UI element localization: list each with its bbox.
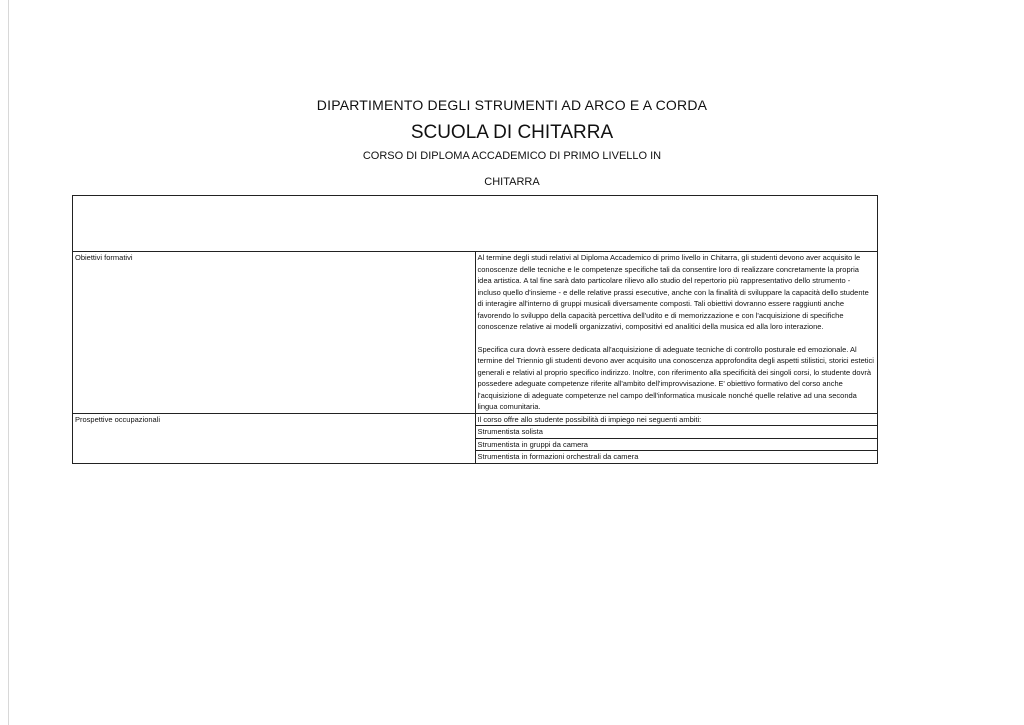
career-line-4: Strumentista in formazioni orchestrali da camera [476,450,878,463]
table-blank-cell [73,196,878,252]
course-title: CORSO DI DIPLOMA ACCADEMICO DI PRIMO LIVELLO IN [362,150,662,162]
objectives-label: Obiettivi formativi [73,252,476,414]
paragraph-gap [478,333,876,344]
department-title: DIPARTIMENTO DEGLI STRUMENTI AD ARCO E A CORDA [316,97,708,113]
school-title: SCUOLA DI CHITARRA [410,122,614,143]
career-line-3: Strumentista in gruppi da camera [476,438,878,451]
career-content [475,413,878,463]
instrument-title: CHITARRA [484,176,540,188]
objectives-content [475,252,878,414]
career-line-2: Strumentista solista [476,425,878,438]
curriculum-table [72,195,878,464]
career-label: Prospettive occupazionali [73,413,476,463]
table-row-objectives [73,252,878,414]
career-line-1: Il corso offre allo studente possibilità di impiego nei seguenti ambiti: [477,414,702,424]
table-row-career [73,413,878,463]
objectives-paragraph-1: Al termine degli studi relativi al Diploma Accademico di primo livello in Chitarra, gli studenti devono aver acquisito le conoscenze delle tecniche e le competenze specifiche tali da consentire loro di realizzare concretamente la propria idea artistica. A tal fine sarà dato particolare rilievo allo studio del repertorio più rappresentativo dello strumento - incluso quello d'insieme - e delle relative prassi esecutive, anche con la finalità di sviluppare la capacità dello studente di interagire all'interno di gruppi musicali diversamente composti. Tali obiettivi dovranno essere raggiunti anche favorendo lo sviluppo della capacità percettiva dell'udito e di memorizzazione e con l'acquisizione di specifiche conoscenze relative ai modelli organizzativi, compositivi ed analitici della musica ed alla loro interazione. [477,253,869,331]
table-blank-row [73,196,878,252]
objectives-paragraph-2: Specifica cura dovrà essere dedicata all'acquisizione di adeguate tecniche di controllo posturale ed emozionale. Al termine del Triennio gli studenti devono aver acquisito una conoscenza approfondita degli aspetti stilistici, storici estetici generali e relativi al proprio specifico indirizzo. Inoltre, con riferimento alla specificità dei singoli corsi, lo studente dovrà possedere adeguate competenze riferite all'ambito dell'improvvisazione. E' obiettivo formativo del corso anche l'acquisizione di adeguate competenze nel campo dell'informatica musicale nonché quelle relative ad una seconda lingua comunitaria. [477,344,874,411]
